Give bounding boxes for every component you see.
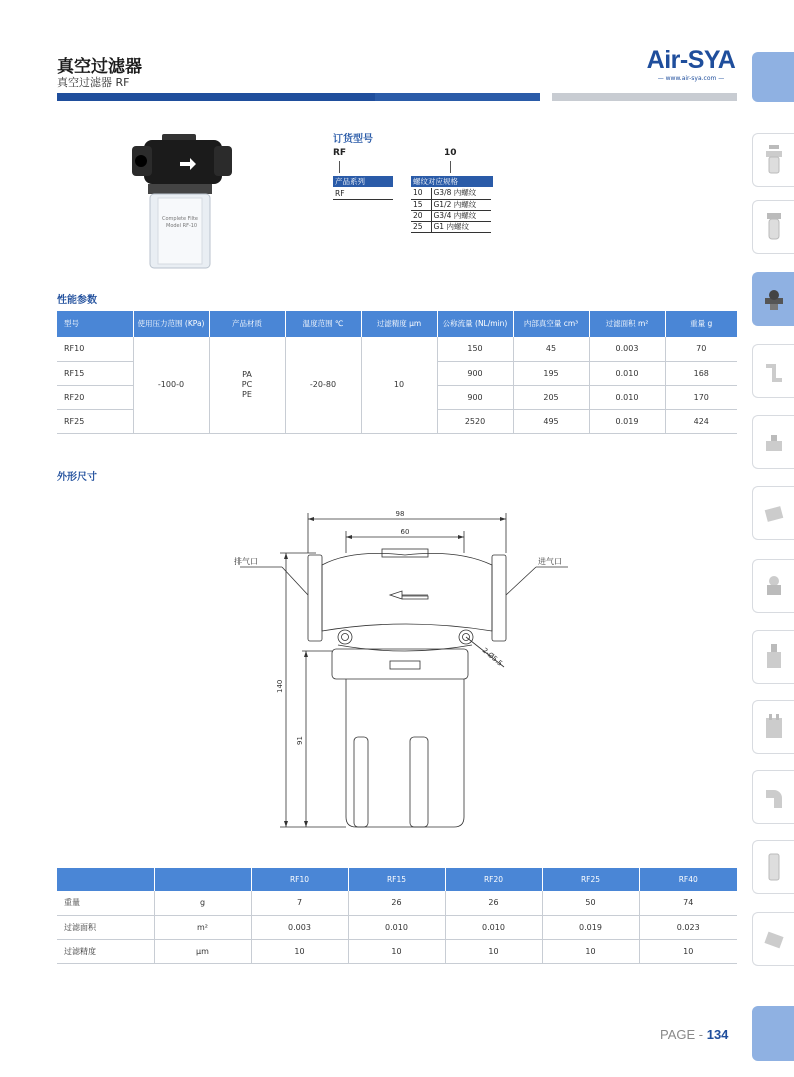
page-title: 真空过滤器 [57,57,142,77]
dim-total-width: 98 [395,510,405,518]
side-tab-generator[interactable] [752,630,794,684]
side-tab-valve[interactable] [752,559,794,613]
order-code-line [339,161,340,173]
page-label: PAGE - [660,1027,707,1042]
cell-pressure: -100-0 [133,337,209,433]
outlet-label: 排气口 [234,557,258,566]
order-code-title: 订货型号 [333,134,373,145]
thread-code: 25 [411,221,431,232]
col-header: 过滤精度 μm [361,311,437,337]
cell-precision: 10 [361,337,437,433]
side-tab-vacuum-filter[interactable] [752,272,794,326]
pump-icon [763,496,785,530]
order-code-line [450,161,451,173]
cell-area: 0.019 [589,409,665,433]
order-code-part-size: 10 [444,148,457,158]
cell-flow: 900 [437,385,513,409]
col-header: RF20 [445,868,542,891]
cell-vacuum: 495 [513,409,589,433]
cell-model: RF25 [57,409,133,433]
thread-code: 15 [411,199,431,210]
table-cell: 10 [348,939,445,963]
table-cell: 0.023 [639,915,737,939]
table-row [57,915,737,939]
thread-row [411,188,491,199]
material-item: PE [242,389,252,399]
table-cell: 10 [639,939,737,963]
col-header: 内部真空量 cm³ [513,311,589,337]
series-header: 产品系列 [333,176,393,187]
cell-flow: 150 [437,337,513,361]
cell-model: RF20 [57,385,133,409]
side-tab-filter[interactable] [752,200,794,254]
material-item: PC [241,379,253,389]
vacuum-filter-icon [763,282,785,316]
table-cell: 26 [348,891,445,915]
filter-icon [763,210,785,244]
table-cell: 10 [251,939,348,963]
cell-model: RF10 [57,337,133,361]
table-cell: 7 [251,891,348,915]
series-value: RF [333,188,393,200]
elbow-icon [763,780,785,814]
thread-code: 10 [411,188,431,199]
col-header: 公称流量 (NL/min) [437,311,513,337]
cell-vacuum: 205 [513,385,589,409]
col-header: RF10 [251,868,348,891]
side-tab-bottom[interactable] [752,1006,794,1061]
product-label-1: Complete Filte [162,216,199,222]
dim-hole: 2-Ø5.5 [480,646,504,668]
side-tab-elbow[interactable] [752,770,794,824]
row-name: 重量 [57,891,154,915]
thread-spec-table [411,188,491,233]
col-header [57,868,154,891]
product-photo [128,132,236,272]
cell-material [209,337,285,433]
side-tab-top[interactable] [752,52,794,102]
sensor-icon [763,922,785,956]
table-cell: 74 [639,891,737,915]
silencer-icon [763,850,785,884]
cell-vacuum: 45 [513,337,589,361]
performance-section-title: 性能参数 [57,295,97,306]
table-cell: 0.010 [445,915,542,939]
table-row [57,891,737,915]
col-header: 温度范围 ℃ [285,311,361,337]
thread-row [411,199,491,210]
side-tab-pump[interactable] [752,486,794,540]
row-unit: g [154,891,251,915]
thread-spec: G1/2 内螺纹 [431,199,491,210]
product-label-2: Model RF-10 [166,223,198,229]
cell-weight: 168 [665,361,737,385]
table-row [57,939,737,963]
cell-vacuum: 195 [513,361,589,385]
thread-spec: G1 内螺纹 [431,221,491,232]
header-bar-gray [552,93,737,101]
page-subtitle: 真空过滤器 RF [57,76,130,89]
thread-header: 螺纹对应规格 [411,176,493,187]
generator-icon [763,640,785,674]
table-cell: 10 [542,939,639,963]
thread-row [411,221,491,232]
performance-table [57,311,737,434]
cell-flow: 2520 [437,409,513,433]
logo-text: Air-SYA [646,46,736,74]
cell-model: RF15 [57,361,133,385]
cell-weight: 70 [665,337,737,361]
table-cell: 0.019 [542,915,639,939]
table-cell: 0.003 [251,915,348,939]
page-number-value: 134 [706,1027,729,1042]
side-tab-ejector[interactable] [752,415,794,469]
thread-spec: G3/4 内螺纹 [431,210,491,221]
row-name: 过滤精度 [57,939,154,963]
side-tab-sensor[interactable] [752,912,794,966]
cell-area: 0.003 [589,337,665,361]
side-tab-filter-regulator[interactable] [752,133,794,187]
col-header: 使用压力范围 (KPa) [133,311,209,337]
thread-spec: G3/8 内螺纹 [431,188,491,199]
logo-url: — www.air-sya.com — [657,75,725,82]
logo-url-text: www.air-sya.com [665,75,717,82]
cell-area: 0.010 [589,361,665,385]
table-cell: 0.010 [348,915,445,939]
col-header: RF25 [542,868,639,891]
header-bar-secondary [375,93,540,101]
dimension-drawing [220,505,580,835]
valve-icon [763,569,785,603]
dim-inner-width: 60 [400,528,410,536]
cell-flow: 900 [437,361,513,385]
page-number [660,1027,728,1042]
col-header: 过滤面积 m² [589,311,665,337]
table-cell: 10 [445,939,542,963]
side-tab-silencer[interactable] [752,840,794,894]
col-header [154,868,251,891]
col-header: 产品材质 [209,311,285,337]
inlet-label: 进气口 [538,557,562,566]
ejector-icon [763,425,785,459]
filter-regulator-icon [763,143,785,177]
thread-row [411,210,491,221]
side-tab-manifold[interactable] [752,700,794,754]
dim-bowl-height: 91 [296,736,304,745]
cell-weight: 424 [665,409,737,433]
table-header-row [57,868,737,891]
dimensions-section-title: 外形尺寸 [57,472,97,483]
table-row [57,337,737,361]
material-item: PA [242,369,252,379]
cell-weight: 170 [665,385,737,409]
row-name: 过滤面积 [57,915,154,939]
row-unit: μm [154,939,251,963]
cell-area: 0.010 [589,385,665,409]
row-unit: m² [154,915,251,939]
fitting-icon [763,354,785,388]
col-header: RF15 [348,868,445,891]
brand-logo [645,46,737,84]
table-header-row [57,311,737,337]
manifold-icon [763,710,785,744]
col-header: RF40 [639,868,737,891]
order-code-part-series: RF [333,148,347,158]
cell-temperature: -20-80 [285,337,361,433]
col-header: 型号 [57,311,133,337]
table-cell: 50 [542,891,639,915]
side-tab-fitting[interactable] [752,344,794,398]
dim-total-height: 140 [276,679,284,693]
thread-code: 20 [411,210,431,221]
col-header: 重量 g [665,311,737,337]
table-cell: 26 [445,891,542,915]
header-bar-primary [57,93,375,101]
specs-table [57,868,737,964]
